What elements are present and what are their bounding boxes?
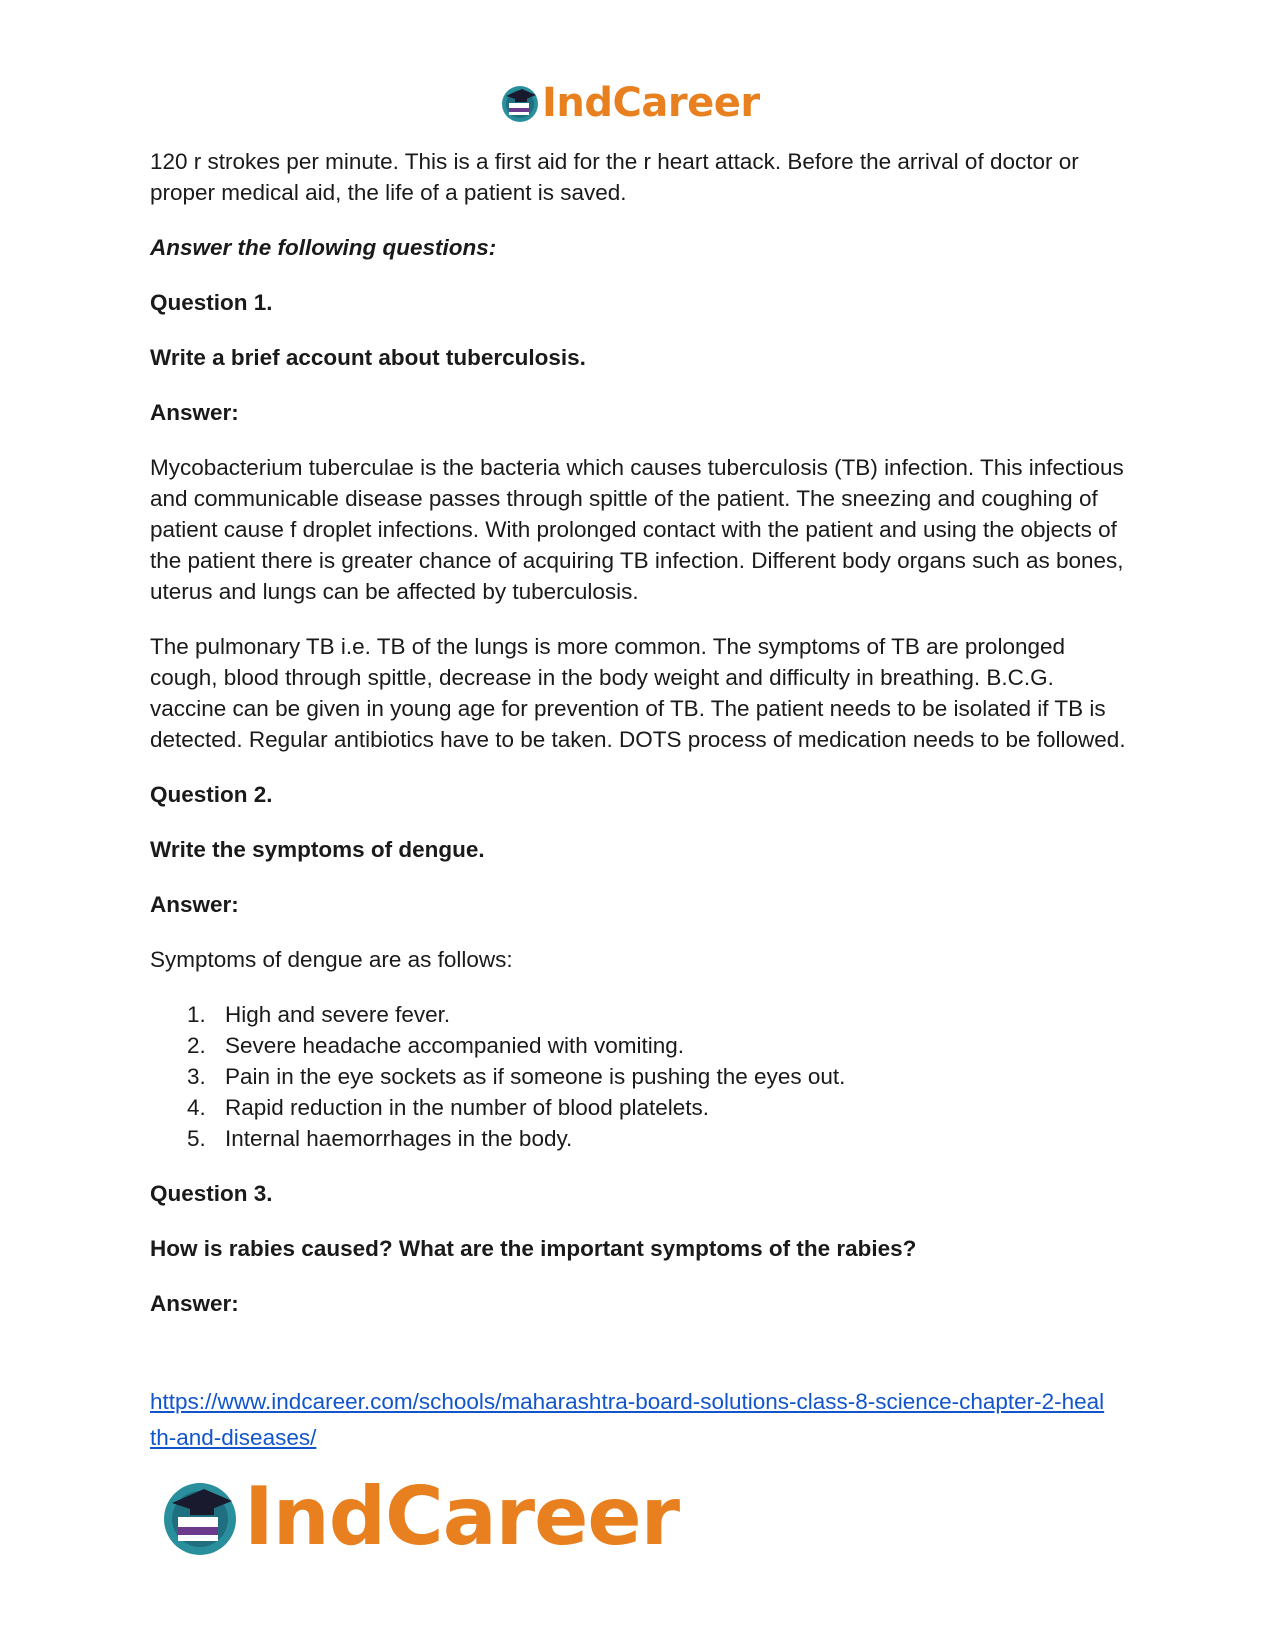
answer-3-label: Answer: (150, 1291, 239, 1316)
list-item-text: Severe headache accompanied with vomiting. (225, 1033, 685, 1058)
graduation-book-icon (500, 83, 540, 123)
dengue-symptom-list (150, 999, 1135, 1154)
header-logo (500, 80, 760, 126)
footer-logo (160, 1470, 679, 1563)
instruction-heading: Answer the following questions: (150, 235, 497, 260)
answer-1-paragraph-2: The pulmonary TB i.e. TB of the lungs is more common. The symptoms of TB are prolonged cough, blood through spittle, decrease in the body weight and difficulty in breathing. B.C.G. vaccine can be given in young age for prevention of TB. The patient needs to be isolated if TB is detected. Regular antibiotics have to be taken. DOTS process of medication needs to be followed. (150, 634, 1126, 752)
list-item-text: High and severe fever. (225, 1002, 451, 1027)
graduation-book-icon (160, 1477, 240, 1557)
question-1-label: Question 1. (150, 290, 273, 315)
list-item (150, 1123, 1135, 1154)
list-item (150, 1092, 1135, 1123)
list-item-text: Pain in the eye sockets as if someone is pushing the eyes out. (225, 1064, 846, 1089)
intro-paragraph: 120 r strokes per minute. This is a first aid for the r heart attack. Before the arrival of doctor or proper medical aid, the life of a patient is saved. (150, 149, 1079, 205)
answer-1-label: Answer: (150, 400, 239, 425)
source-link-line-2[interactable]: th-and-diseases/ (150, 1425, 317, 1450)
logo-wordmark: IndCareer (244, 1470, 680, 1563)
answer-2-intro: Symptoms of dengue are as follows: (150, 947, 513, 972)
question-2-text: Write the symptoms of dengue. (150, 837, 485, 862)
question-1-text: Write a brief account about tuberculosis. (150, 345, 586, 370)
list-item-number: 1. (187, 1002, 206, 1027)
source-link-line-1[interactable]: https://www.indcareer.com/schools/maharashtra-board-solutions-class-8-science-chapter-2-heal (150, 1389, 1105, 1414)
answer-1-paragraph-1: Mycobacterium tuberculae is the bacteria which causes tuberculosis (TB) infection. This infectious and communicable disease passes through spittle of the patient. The sneezing and coughing of patient cause f droplet infections. With prolonged contact with the patient and using the objects of the patient there is greater chance of acquiring TB infection. Different body organs such as bones, uterus and lungs can be affected by tuberculosis. (150, 455, 1124, 604)
list-item (150, 999, 1135, 1030)
list-item-number: 2. (187, 1033, 206, 1058)
list-item (150, 1061, 1135, 1092)
list-item-number: 5. (187, 1126, 206, 1151)
list-item (150, 1030, 1135, 1061)
answer-2-label: Answer: (150, 892, 239, 917)
list-item-number: 4. (187, 1095, 206, 1120)
list-item-text: Internal haemorrhages in the body. (225, 1126, 573, 1151)
logo-wordmark: IndCareer (542, 80, 760, 126)
source-link[interactable] (150, 1384, 1150, 1456)
question-3-label: Question 3. (150, 1181, 273, 1206)
question-3-text: How is rabies caused? What are the important symptoms of the rabies? (150, 1236, 917, 1261)
list-item-text: Rapid reduction in the number of blood platelets. (225, 1095, 710, 1120)
document-body (150, 146, 1135, 1343)
list-item-number: 3. (187, 1064, 206, 1089)
question-2-label: Question 2. (150, 782, 273, 807)
